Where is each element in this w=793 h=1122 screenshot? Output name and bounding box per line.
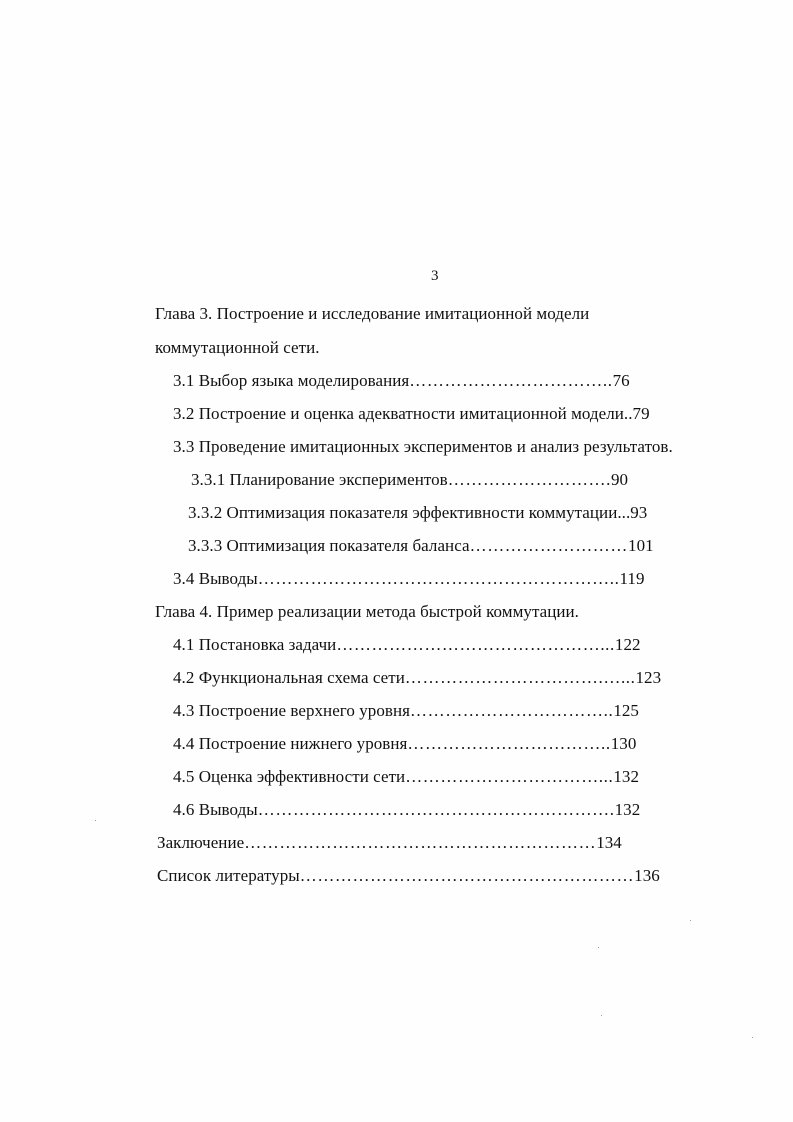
toc-page-ref: 119 <box>619 569 645 588</box>
toc-leader-dots: …………………………………………………….. <box>257 569 620 588</box>
toc-entry-text: 4.5 Оценка эффективности сети <box>173 767 406 786</box>
toc-entry-text: 4.4 Построение нижнего уровня <box>173 734 408 753</box>
toc-entry-text: 3.1 Выбор языка моделирования <box>173 371 410 390</box>
toc-page-ref: 122 <box>614 635 641 654</box>
toc-entry-3-3 <box>173 437 673 457</box>
toc-page-ref: 76 <box>612 371 630 390</box>
toc-entry-4-3 <box>173 701 639 721</box>
toc-leader-dots: …………………………….…... <box>404 668 636 687</box>
scan-speck <box>95 820 96 821</box>
toc-chapter-4-title <box>155 602 579 622</box>
toc-entry-text: 4.3 Построение верхнего уровня <box>173 701 410 720</box>
toc-page-ref: 125 <box>613 701 639 720</box>
toc-entry-text: 3.4 Выводы <box>173 569 258 588</box>
toc-chapter-3-title <box>155 304 589 324</box>
toc-page-ref: 123 <box>635 668 662 687</box>
toc-page-ref: 93 <box>630 503 648 522</box>
toc-entry-text: 3.3.3 Оптимизация показателя баланса <box>188 536 470 555</box>
toc-page-ref: 132 <box>613 767 640 786</box>
scan-speck <box>601 1015 602 1016</box>
toc-leader-dots: ………………………………………... <box>336 635 615 654</box>
toc-entry-3-1 <box>173 371 630 391</box>
toc-entry-4-2 <box>173 668 661 688</box>
page-number: 3 <box>431 268 439 284</box>
toc-entry-3-2 <box>173 404 650 424</box>
toc-entry-4-1 <box>173 635 641 655</box>
toc-leader-dots: ……………………………………………………. <box>257 800 615 819</box>
toc-leader-dots: ……………………………... <box>405 767 614 786</box>
toc-leader-dots: ………………………………………………… <box>299 866 635 885</box>
toc-page-ref: 101 <box>628 536 654 555</box>
toc-entry-text: 4.1 Постановка задачи <box>173 635 337 654</box>
toc-leader-dots: …………………………….. <box>409 371 613 390</box>
toc-entry-4-5 <box>173 767 639 787</box>
toc-entry-text: Список литературы <box>157 866 300 885</box>
toc-entry-text: 3.3.1 Планирование экспериментов <box>191 470 448 489</box>
toc-entry-conclusion <box>157 833 622 853</box>
toc-entry-3-3-2 <box>188 503 647 523</box>
toc-page-ref: 130 <box>610 734 637 753</box>
toc-page-ref: 90 <box>611 470 629 489</box>
toc-entry-text: 3.3.2 Оптимизация показателя эффективности коммутации... <box>188 503 631 522</box>
toc-page-ref: 132 <box>614 800 641 819</box>
toc-page-ref: 79 <box>632 404 650 423</box>
scan-speck <box>690 920 691 921</box>
toc-entry-4-6 <box>173 800 640 820</box>
toc-entry-3-3-1 <box>191 470 628 490</box>
toc-leader-dots: ……………………… <box>469 536 629 555</box>
toc-chapter-3-title-continued <box>155 338 320 358</box>
toc-entry-text: 4.6 Выводы <box>173 800 258 819</box>
toc-entry-3-3-3 <box>188 536 654 556</box>
toc-entry-text: коммутационной сети. <box>155 338 320 357</box>
toc-entry-text: 3.3 Проведение имитационных экспериментов и анализ результатов. <box>173 437 673 456</box>
toc-entry-text: 4.2 Функциональная схема сети <box>173 668 405 687</box>
toc-entry-references <box>157 866 660 886</box>
toc-leader-dots: ………………………. <box>447 470 611 489</box>
toc-entry-text: Заключение <box>157 833 245 852</box>
toc-entry-text: Глава 4. Пример реализации метода быстрой коммутации. <box>155 602 579 621</box>
toc-entry-text: Глава 3. Построение и исследование имитационной модели <box>155 304 590 323</box>
toc-leader-dots: …………………………….. <box>410 701 614 720</box>
toc-entry-4-4 <box>173 734 636 754</box>
scan-speck <box>598 947 599 948</box>
toc-leader-dots: …………………………….. <box>407 734 611 753</box>
scan-speck <box>752 1037 753 1038</box>
toc-page-ref: 134 <box>596 833 622 852</box>
toc-entry-3-4 <box>173 569 645 589</box>
toc-page-ref: 136 <box>634 866 660 885</box>
toc-leader-dots: …………………………………………………… <box>244 833 597 852</box>
toc-entry-text: 3.2 Построение и оценка адекватности имитационной модели.. <box>173 404 633 423</box>
